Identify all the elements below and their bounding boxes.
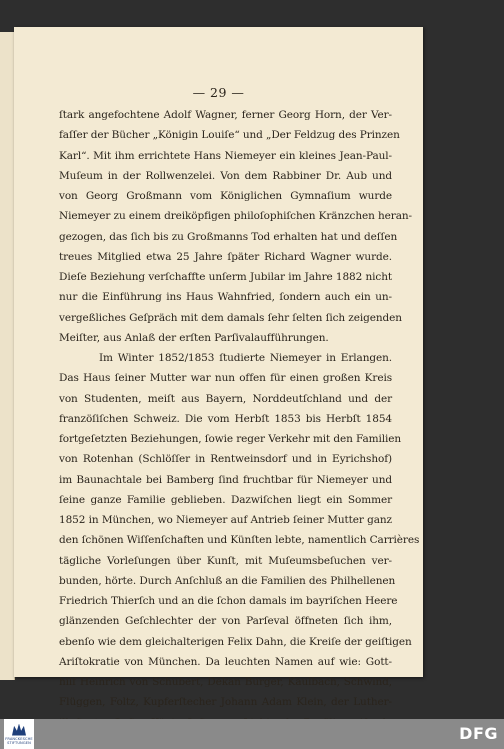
text-line: von Georg Großmann vom Königlichen Gymnaſium wurde (59, 190, 392, 202)
text-line: vergeßliches Geſpräch mit dem damals ſehr ſelten ſich zeigenden (59, 311, 402, 324)
text-line: Friedrich Thierſch und an die ſchon damals im bayriſchen Heere (59, 595, 398, 607)
text-line: treues Mitglied etwa 25 Jahre ſpäter Richard Wagner wurde. (59, 250, 392, 263)
text-line: Im Winter 1852/1853 ſtudierte Niemeyer in Erlangen. (99, 352, 392, 364)
text-line: franzöſiſchen Schweiz. Die vom Herbſt 1853 bis Herbſt 1854 (59, 412, 392, 425)
text-line: ſeine ganze Familie geblieben. Dazwiſchen liegt ein Sommer (59, 493, 392, 506)
text-line: fortgeſetzten Beziehungen, ſowie reger Verkehr mit den Familien (59, 433, 402, 445)
text-line: ſtark angefochtene Adolf Wagner, ferner Georg Horn, der Ver- (59, 109, 392, 121)
text-line: nur die Einführung ins Haus Wahnfried, ſondern auch ein un- (59, 291, 392, 304)
book-page (14, 27, 423, 709)
text-line: Karl“. Mit ihm errichtete Hans Niemeyer ein kleines Jean-Paul- (59, 149, 392, 162)
logo-text: FRANCKESCHE STIFTUNGEN (5, 736, 33, 745)
text-line: Niemeyer zu einem dreiköpfigen philoſophiſchen Kränzchen heran- (59, 210, 412, 223)
body-text (59, 105, 420, 733)
text-line: Dieſe Beziehung verſchaffte unſerm Jubilar im Jahre 1882 nicht (59, 271, 392, 283)
text-line: Meiſter, aus Anlaß der erſten Parſivalaufführungen. (59, 331, 329, 344)
text-line: Flüggen, Foltz, Kupferſtecher Johann Adam Klein, der Luther- (59, 696, 392, 709)
text-line: den ſchönen Wiſſenſchaften und Künſten lebte, namentlich Carrières (59, 534, 420, 547)
page-number: — 29 — (192, 85, 245, 100)
facing-page-edge (0, 32, 15, 680)
text-line: Ariſtokratie von München. Da leuchten Namen auf wie: Gott- (59, 655, 392, 668)
text-line: Muſeum in der Rollwenzelei. Von dem Rabbiner Dr. Aub und (59, 169, 392, 182)
text-line: hilf Heinrich von Schubert, Dekan Burger, Kaulbach, Schwind, (59, 676, 392, 688)
text-line: faſſer der Bücher „Königin Louiſe“ und „Der Feldzug des Prinzen (59, 129, 400, 142)
text-line: Das Haus ſeiner Mutter war nun offen für einen großen Kreis (59, 372, 392, 385)
text-line: gezogen, das ſich bis zu Großmanns Tod erhalten hat und deſſen (59, 230, 398, 243)
text-line: 1852 in München, wo Niemeyer auf Antrieb ſeiner Mutter ganz (59, 514, 392, 526)
text-line: tägliche Vorleſungen über Kunſt, mit Muſeumsbeſuchen ver- (59, 554, 392, 567)
text-line: bunden, hörte. Durch Anſchluß an die Familien des Philhellenen (59, 574, 396, 587)
text-line: ebenſo wie dem gleichalterigen Felix Dahn, die Kreiſe der geiſtigen (59, 635, 412, 648)
text-line: von Rotenhan (Schlöſſer in Rentweinsdorf und in Eyrichshof) (59, 453, 392, 466)
text-line: im Baunachtale bei Bamberg ſind fruchtbar für Niemeyer und (59, 473, 392, 486)
francke-foundation-logo-icon (12, 724, 26, 736)
francke-logo[interactable] (4, 719, 34, 749)
text-line: glänzenden Geſchlechter der von Parſeval öffneten ſich ihm, (59, 615, 392, 628)
footer-bar (0, 719, 504, 749)
text-line: von Studenten, meiſt aus Bayern, Norddeutſchland und der (59, 392, 392, 405)
dfg-logo[interactable]: DFG (459, 724, 498, 743)
